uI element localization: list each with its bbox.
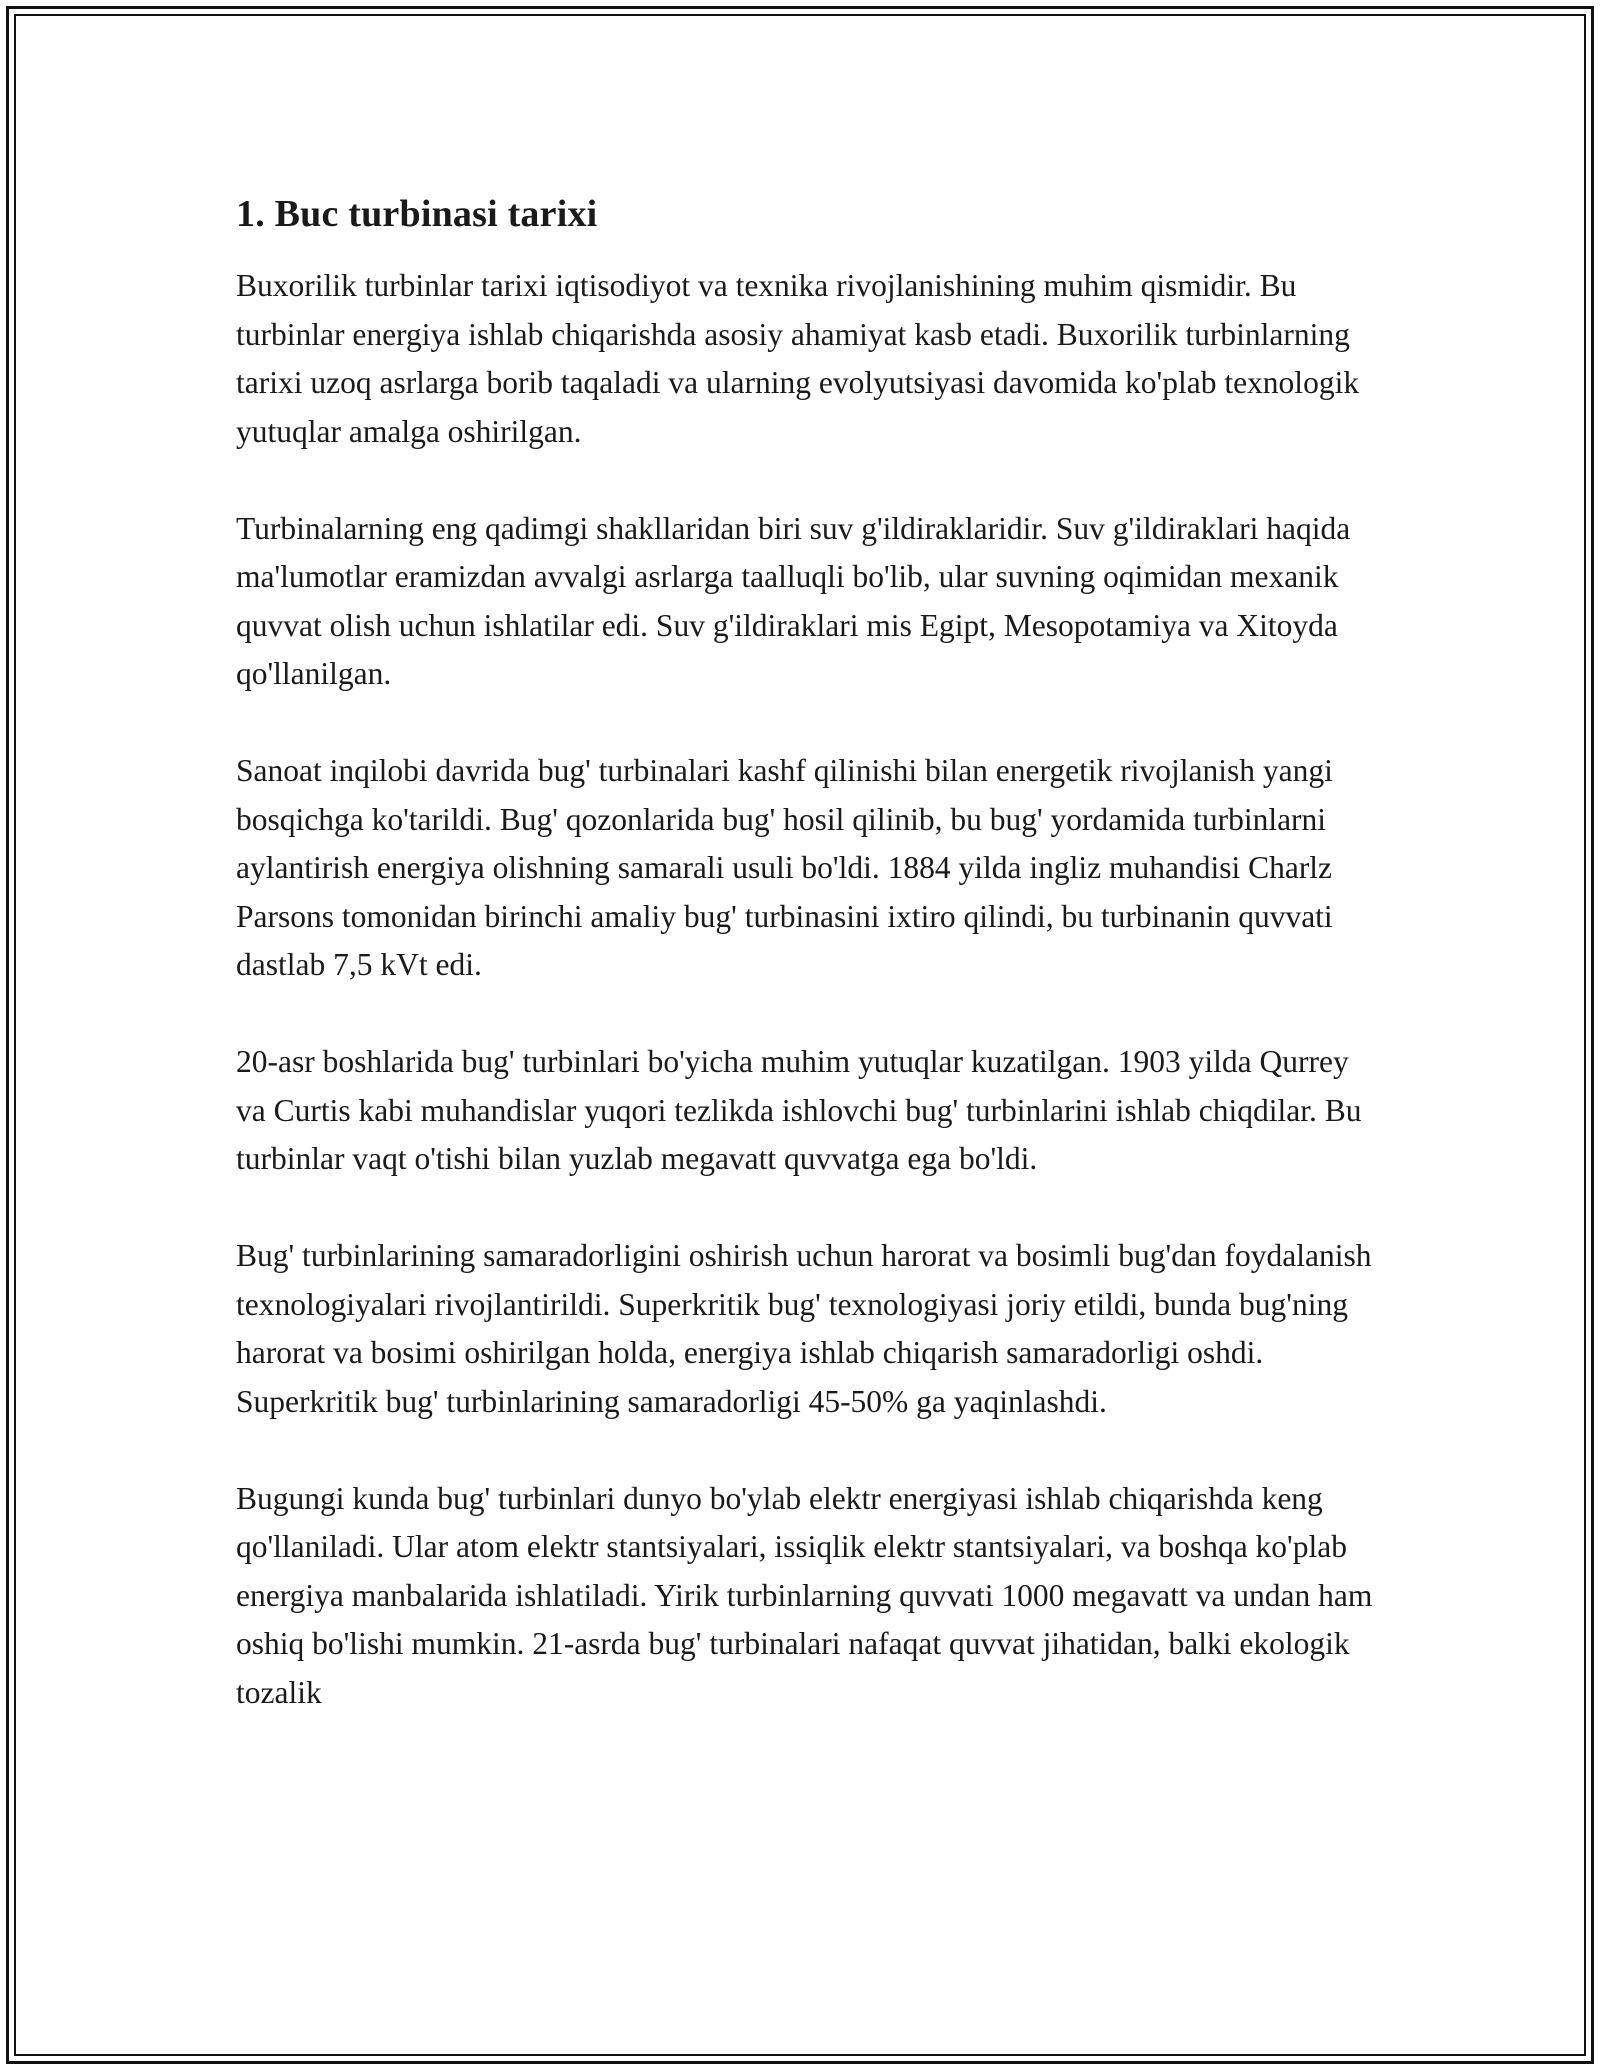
document-body bbox=[236, 190, 1376, 1766]
paragraph-water-wheels: Turbinalarning eng qadimgi shakllaridan biri suv g'ildiraklaridir. Suv g'ildiraklari haqida ma'lumotlar eramizdan avvalgi asrlarga taalluqli bo'lib, ular suvning oqimidan mexanik quvvat olish uchun ishlatilar edi. Suv g'ildiraklari mis Egipt, Mesopotamiya va Xitoyda qo'llanilgan. bbox=[236, 510, 1351, 691]
section-heading: 1. Buc turbinasi tarixi bbox=[236, 193, 598, 235]
paragraph-modern-use: Bugungi kunda bug' turbinlari dunyo bo'ylab elektr energiyasi ishlab chiqarishda keng qo'llaniladi. Ular atom elektr stantsiyalari, issiqlik elektr stantsiyalari, va boshqa ko'plab energiya manbalarida ishlatiladi. Yirik turbinlarning quvvati 1000 megavatt va undan ham oshiq bo'lishi mumkin. 21-asrda bug' turbinalari nafaqat quvvat jihatidan, balki ekologik tozalik bbox=[236, 1480, 1373, 1710]
paragraph-industrial-revolution: Sanoat inqilobi davrida bug' turbinalari kashf qilinishi bilan energetik rivojlanish yangi bosqichga ko'tarildi. Bug' qozonlarida bug' hosil qilinib, bu bug' yordamida turbinlarni aylantirish energiya olishning samarali usuli bo'ldi. 1884 yilda ingliz muhandisi Charlz Parsons tomonidan birinchi amaliy bug' turbinasini ixtiro qilindi, bu turbinanin quvvati dastlab 7,5 kVt edi. bbox=[236, 753, 1333, 982]
paragraph-supercritical: Bug' turbinlarining samaradorligini oshirish uchun harorat va bosimli bug'dan foydalanish texnologiyalari rivojlantirildi. Superkritik bug' texnologiyasi joriy etildi, bunda bug'ning harorat va bosimi oshirilgan holda, energiya ishlab chiqarish samaradorligi oshdi. Superkritik bug' turbinlarining samaradorligi 45-50% ga yaqinlashdi. bbox=[236, 1238, 1372, 1419]
paragraph-intro: Buxorilik turbinlar tarixi iqtisodiyot va texnika rivojlanishining muhim qismidir. Bu turbinlar energiya ishlab chiqarishda asosiy ahamiyat kasb etadi. Buxorilik turbinlarning tarixi uzoq asrlarga borib taqaladi va ularning evolyutsiyasi davomida ko'plab texnologik yutuqlar amalga oshirilgan. bbox=[236, 268, 1360, 449]
paragraph-20th-century: 20-asr boshlarida bug' turbinlari bo'yicha muhim yutuqlar kuzatilgan. 1903 yilda Qurrey va Curtis kabi muhandislar yuqori tezlikda ishlovchi bug' turbinlarini ishlab chiqdilar. Bu turbinlar vaqt o'tishi bilan yuzlab megavatt quvvatga ega bo'ldi. bbox=[236, 1044, 1362, 1176]
